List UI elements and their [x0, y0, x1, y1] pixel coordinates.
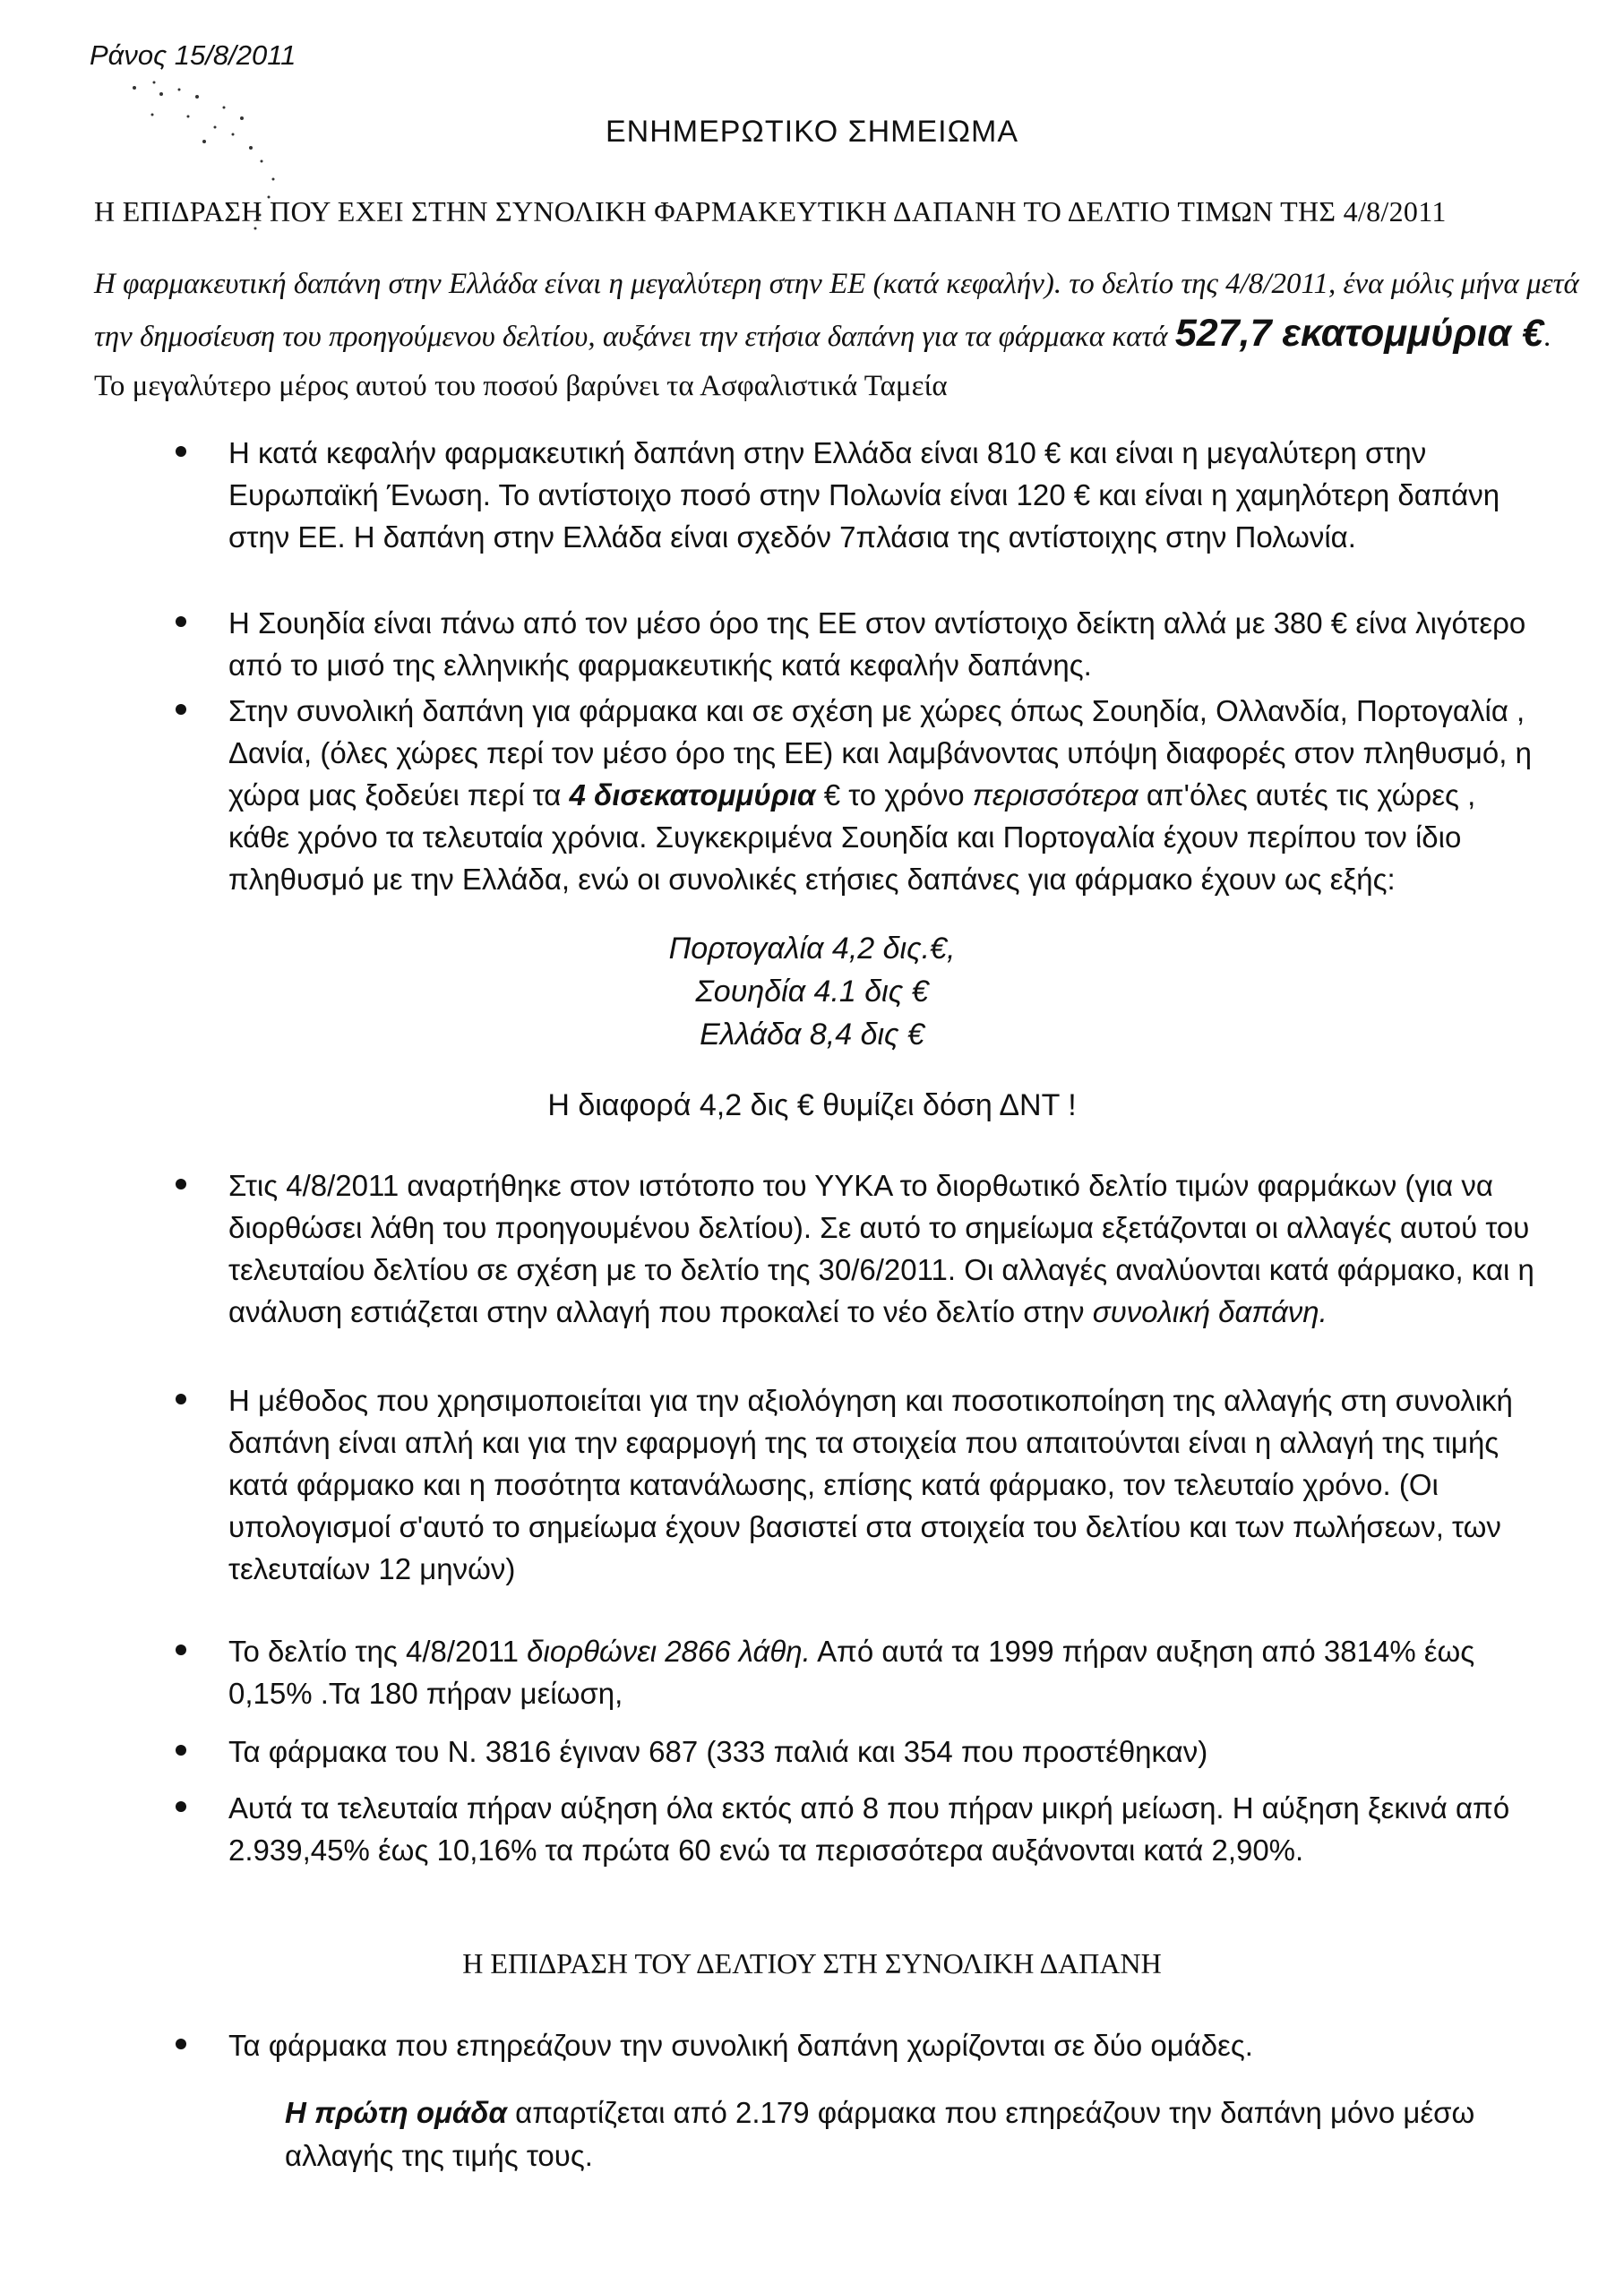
list-item: [228, 602, 1536, 686]
bullet-icon: [176, 1394, 186, 1404]
intro-text-cont: . Το μεγαλύτερο μέρος αυτού του ποσού βαρύνει τα Ασφαλιστικά Ταμεία: [94, 321, 1551, 402]
bullet-emphasis: 4 δισεκατομμύρια: [569, 778, 816, 812]
list-item: [228, 1730, 1536, 1773]
list-item: [228, 1164, 1536, 1333]
bullet-text: Η Σουηδία είναι πάνω από τον μέσο όρο της ΕΕ στον αντίστοιχο δείκτη αλλά με 380 € είνα λιγότερο από το μισό της ελληνικής φαρμακευτικής κατά κεφαλήν δαπάνης.: [228, 606, 1526, 682]
bullet-italic: διορθώνει 2866 λάθη.: [527, 1635, 811, 1668]
bullet-text: απ'όλες αυτές τις χώρες , κάθε χρόνο τα τελευταία χρόνια. Συγκεκριμένα Σουηδία και Πορτογαλία έχουν περίπου τον ίδιο πληθυσμό με την Ελλάδα, ενώ οι συνολικές ετήσιες δαπάνες για φάρμακο έχουν ως εξής:: [228, 778, 1476, 896]
document-subtitle: Η ΕΠΙΔΡΑΣΗ ΠΟΥ ΕΧΕΙ ΣΤΗΝ ΣΥΝΟΛΙΚΗ ΦΑΡΜΑΚΕΥΤΙΚΗ ΔΑΠΑΝΗ ΤΟ ΔΕΛΤΙΟ ΤΙΜΩΝ ΤΗΣ 4/8/2011: [94, 195, 1447, 228]
bullet-icon: [176, 2039, 186, 2049]
bullet-text: Τα φάρμακα που επηρεάζουν την συνολική δαπάνη χωρίζονται σε δύο ομάδες.: [228, 2029, 1253, 2062]
bullet-text: Τα φάρμακα του Ν. 3816 έγιναν 687 (333 παλιά και 354 που προστέθηκαν): [228, 1735, 1208, 1768]
spending-sweden: Σουηδία 4.1 δις €: [695, 975, 929, 1009]
list-item: [228, 690, 1536, 900]
bullet-icon: [176, 616, 186, 627]
bullet-text: Το δελτίο της 4/8/2011: [228, 1635, 519, 1668]
list-item: [228, 1630, 1536, 1714]
list-item: [228, 2024, 1536, 2066]
bullet-icon: [176, 704, 186, 715]
first-group-label: Η πρώτη ομάδα: [285, 2096, 507, 2129]
spending-portugal: Πορτογαλία 4,2 δις.€,: [668, 932, 956, 966]
bullet-icon: [176, 1801, 186, 1812]
bullet-icon: [176, 1645, 186, 1655]
bullet-italic: συνολική δαπάνη.: [1092, 1295, 1328, 1328]
bullet-text: Η κατά κεφαλήν φαρμακευτική δαπάνη στην Ελλάδα είναι 810 € και είναι η μεγαλύτερη στην Ευρωπαϊκή Ένωση. Το αντίστοιχο ποσό στην Πολωνία είναι 120 € και είναι η χαμηλότερη δαπάνη στην ΕΕ. Η δαπάνη στην Ελλάδα είναι σχεδόν 7πλάσια της αντίστοιχης στην Πολωνία.: [228, 436, 1500, 554]
bullet-icon: [176, 446, 186, 457]
list-item: [228, 1379, 1536, 1590]
handwritten-header-note: Ράνος 15/8/2011: [90, 39, 296, 71]
first-group-text: απαρτίζεται από 2.179 φάρμακα που επηρεάζουν την δαπάνη μόνο μέσω αλλαγής της τιμής τους.: [285, 2096, 1475, 2172]
bullet-text: Από αυτά τα 1999 πήραν αυξηση από 3814% έως 0,15% .Τα 180 πήραν μείωση,: [228, 1635, 1475, 1710]
intro-paragraph: [94, 260, 1581, 411]
bullet-text: Η μέθοδος που χρησιμοποιείται για την αξιολόγηση και ποσοτικοποίηση της αλλαγής στη συνολική δαπάνη είναι απλή και για την εφαρμογή της τα στοιχεία που απαιτούνται είναι η αλλαγή της τιμής κατά φάρμακο και η ποσότητα κατανάλωσης, επίσης κατά φάρμακο, τον τελευταίο χρόνο. (Οι υπολογισμοί σ'αυτό το σημείωμα έχουν βασιστεί στα στοιχεία του δελτίου και των πωλήσεων, των τελευταίων 12 μηνών): [228, 1384, 1513, 1585]
spending-greece: Ελλάδα 8,4 δις €: [700, 1018, 924, 1052]
first-group-paragraph: [285, 2091, 1539, 2177]
bullet-italic: περισσότερα: [972, 778, 1139, 812]
list-item: [228, 1787, 1536, 1871]
document-title: ΕΝΗΜΕΡΩΤΙΚΟ ΣΗΜΕΙΩΜΑ: [605, 115, 1019, 149]
intro-amount: 527,7 εκατομμύρια €: [1174, 312, 1543, 355]
section-title: Η ΕΠΙΔΡΑΣΗ ΤΟΥ ΔΕΛΤΙΟΥ ΣΤΗ ΣΥΝΟΛΙΚΗ ΔΑΠΑΝΗ: [462, 1947, 1162, 1980]
intro-text: Η φαρμακευτική δαπάνη στην Ελλάδα είναι η μεγαλύτερη στην ΕΕ (κατά κεφαλήν). το δελτίο της 4/8/2011, ένα μόλις μήνα μετά την δημοσίευση του προηγούμενου δελτίου, αυξάνει την ετήσια δαπάνη για τα φάρμακα κατά: [94, 268, 1579, 353]
bullet-text: Στην συνολική δαπάνη για φάρμακα και σε σχέση με χώρες όπως Σουηδία, Ολλανδία, Πορτογαλία , Δανία, (όλες χώρες περί τον μέσο όρο της ΕΕ) και λαμβάνοντας υπόψη διαφορές στον πληθυσμό, η χώρα μας ξοδεύει περί τα: [228, 694, 1532, 812]
bullet-icon: [176, 1179, 186, 1189]
bullet-text: Αυτά τα τελευταία πήραν αύξηση όλα εκτός από 8 που πήραν μικρή μείωση. Η αύξηση ξεκινά από 2.939,45% έως 10,16% τα πρώτα 60 ενώ τα περισσότερα αυξάνονται κατά 2,90%.: [228, 1791, 1510, 1867]
list-item: [228, 432, 1536, 558]
bullet-text: € το χρόνο: [823, 778, 965, 812]
bullet-text: Στις 4/8/2011 αναρτήθηκε στον ιστότοπο του ΥΥΚΑ το διορθωτικό δελτίο τιμών φαρμάκων (για να διορθώσει λάθη του προηγουμένου δελτίου). Σε αυτό το σημείωμα εξετάζονται οι αλλαγές αυτού του τελευταίου δελτίου σε σχέση με το δελτίο της 30/6/2011. Οι αλλαγές αναλύονται κατά φάρμακο, και η ανάλυση εστιάζεται στην αλλαγή που προκαλεί το νέο δελτίο στην: [228, 1169, 1534, 1328]
bullet-icon: [176, 1745, 186, 1756]
difference-line: Η διαφορά 4,2 δις € θυμίζει δόση ΔΝΤ !: [547, 1088, 1077, 1122]
